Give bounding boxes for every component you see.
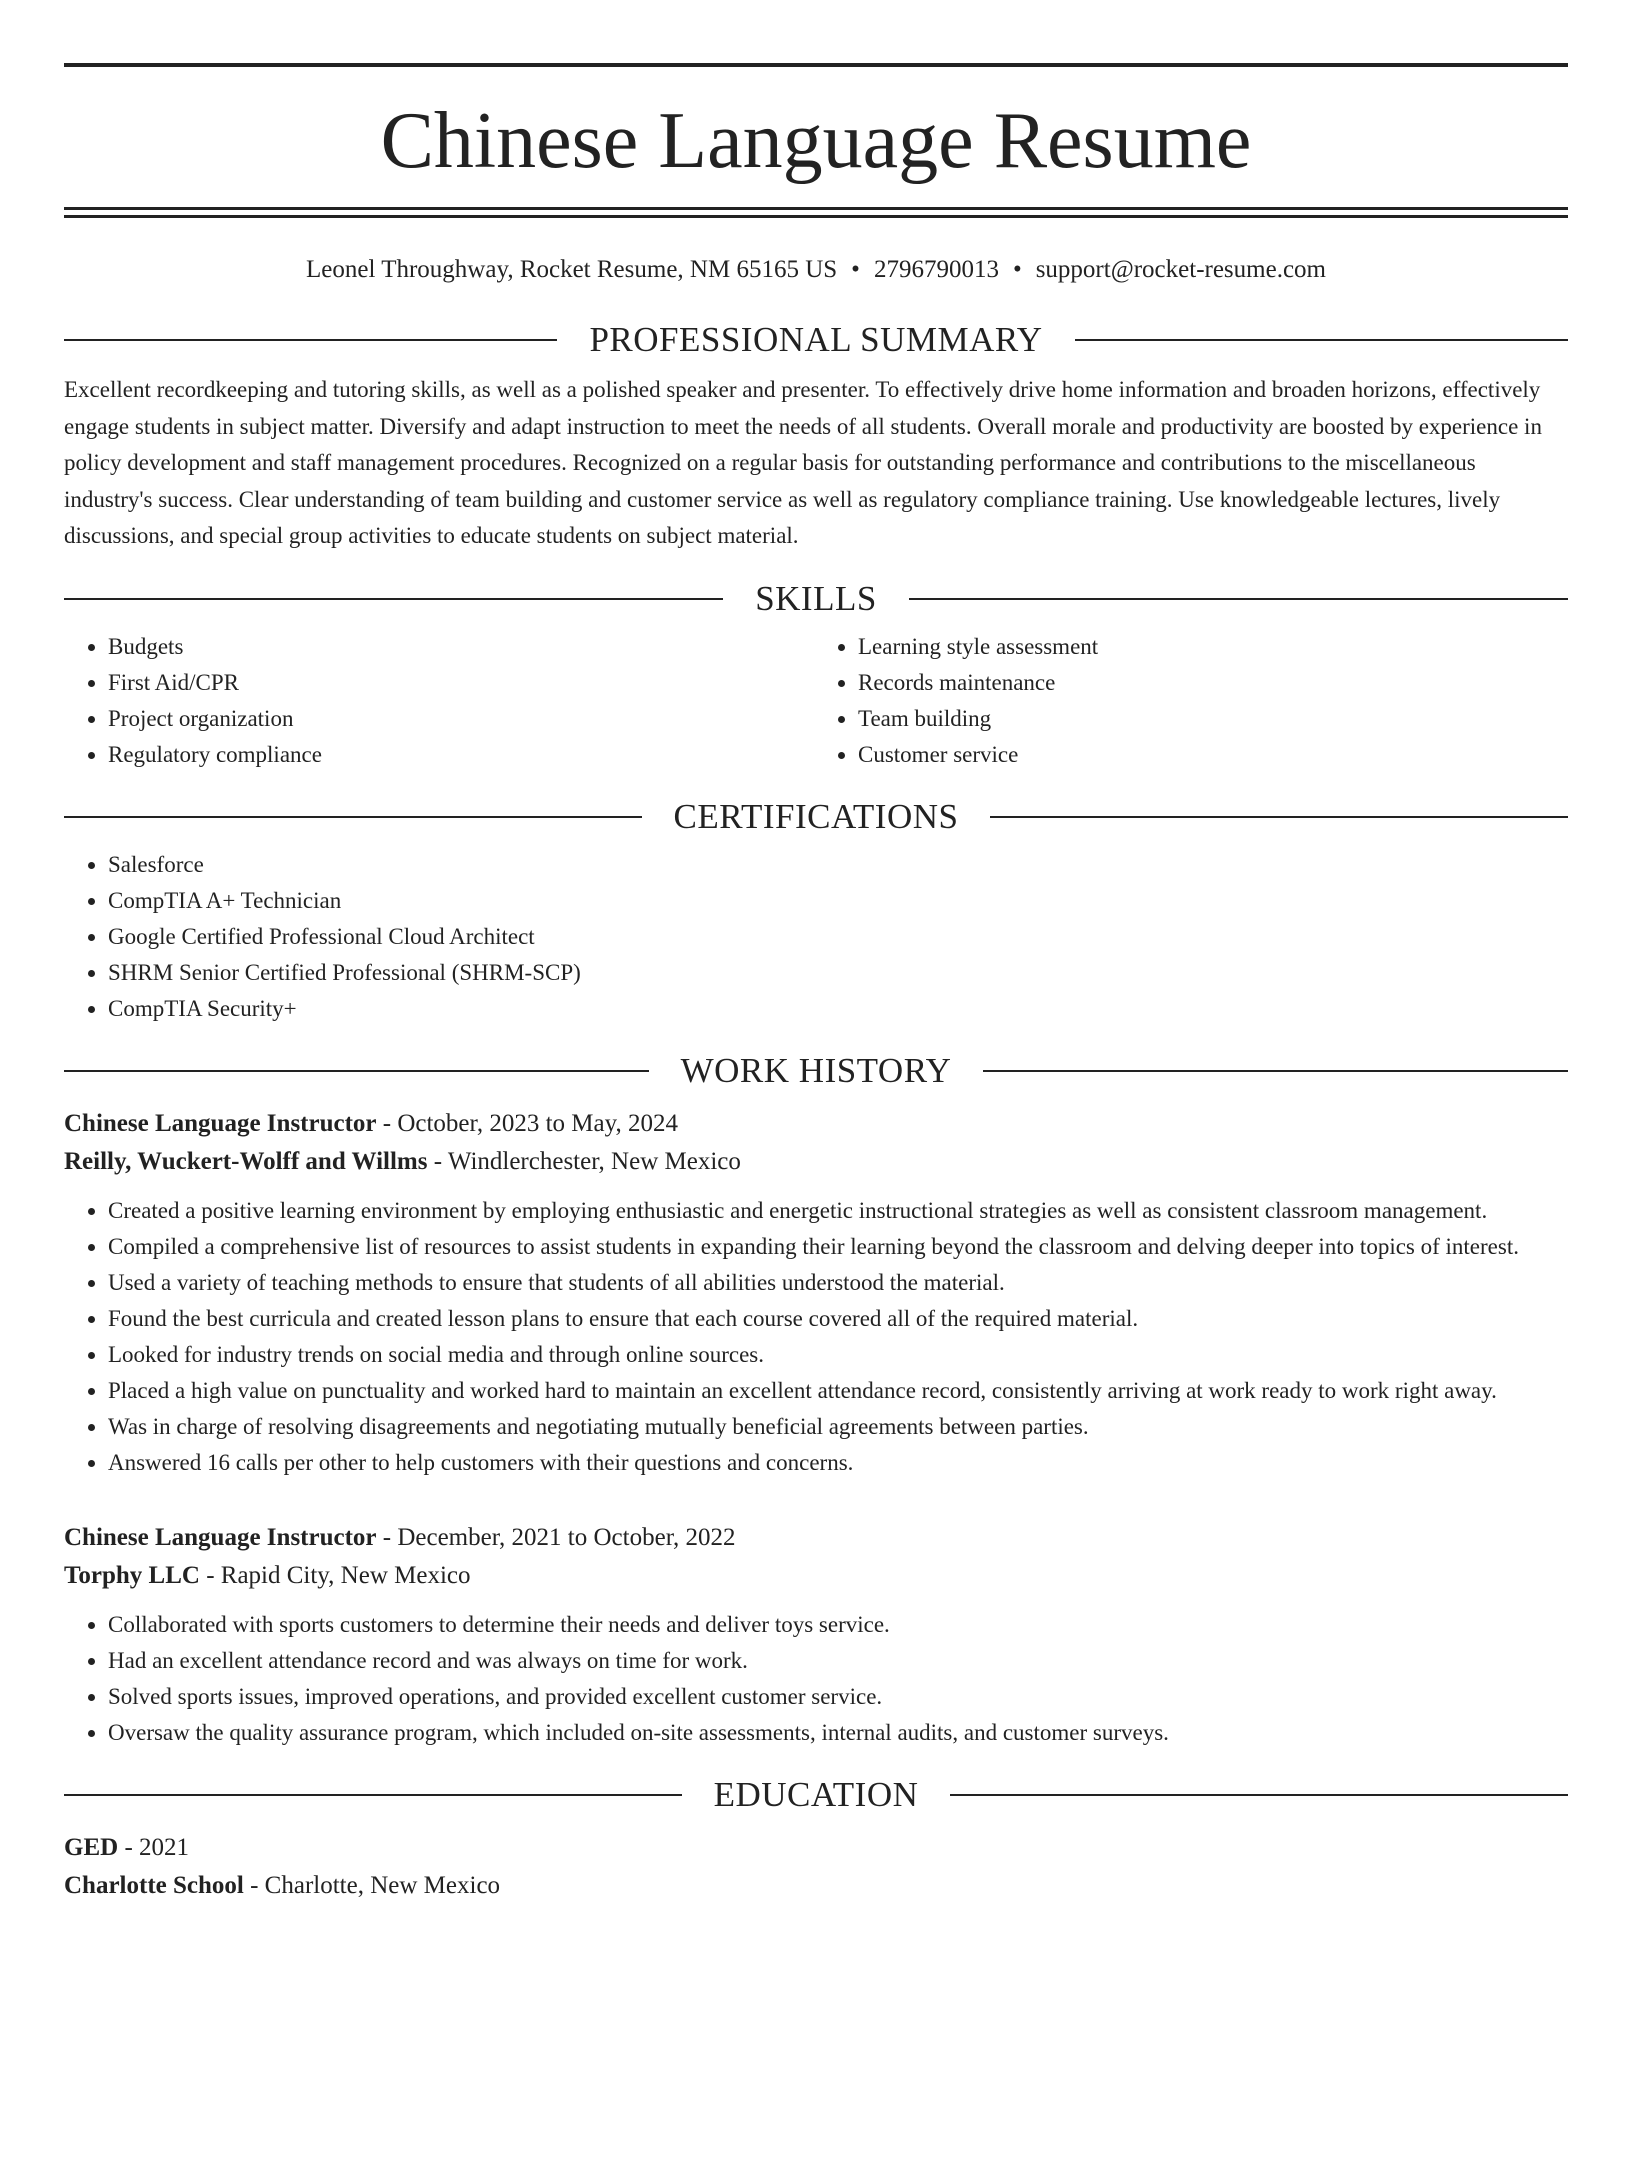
job-entry bbox=[64, 1519, 1568, 1751]
section-title-summary: PROFESSIONAL SUMMARY bbox=[589, 320, 1043, 359]
list-item: • Learning style assessment bbox=[858, 629, 1568, 665]
education-location: - Charlotte, New Mexico bbox=[243, 1871, 501, 1899]
education-school: Charlotte School bbox=[64, 1871, 244, 1899]
list-item: • Had an excellent attendance record and was always on time for work. bbox=[108, 1643, 1568, 1679]
contact-phone: 2796790013 bbox=[873, 256, 999, 283]
skills-list-right bbox=[814, 629, 1568, 773]
list-item: • Placed a high value on punctuality and worked hard to maintain an excellent attendance record, consistently arriving at work ready to work right away. bbox=[108, 1373, 1568, 1409]
education-degree-line bbox=[64, 1829, 1568, 1867]
list-item: • CompTIA A+ Technician bbox=[108, 883, 1568, 919]
list-item: • Answered 16 calls per other to help customers with their questions and concerns. bbox=[108, 1445, 1568, 1481]
list-item: • Was in charge of resolving disagreements and negotiating mutually beneficial agreements between parties. bbox=[108, 1409, 1568, 1445]
job-bullets bbox=[64, 1607, 1568, 1751]
certifications-list bbox=[64, 847, 1568, 1027]
list-item: • Regulatory compliance bbox=[108, 737, 818, 773]
section-rule bbox=[64, 1794, 682, 1796]
job-location: - Windlerchester, New Mexico bbox=[427, 1147, 741, 1175]
education-school-line bbox=[64, 1867, 1568, 1905]
list-item: • Project organization bbox=[108, 701, 818, 737]
section-header-skills bbox=[64, 577, 1568, 621]
section-header-education bbox=[64, 1773, 1568, 1817]
list-item: • Created a positive learning environment by employing enthusiastic and energetic instructional strategies as well as consistent classroom management. bbox=[108, 1193, 1568, 1229]
resume-page bbox=[0, 63, 1632, 2175]
job-company-line bbox=[64, 1557, 1568, 1595]
section-rule bbox=[64, 598, 723, 600]
job-title: Chinese Language Instructor bbox=[64, 1109, 377, 1137]
job-entry bbox=[64, 1105, 1568, 1481]
skills-list-left bbox=[64, 629, 818, 773]
list-item: • Solved sports issues, improved operations, and provided excellent customer service. bbox=[108, 1679, 1568, 1715]
section-rule bbox=[950, 1794, 1568, 1796]
job-location: - Rapid City, New Mexico bbox=[199, 1561, 471, 1589]
section-title-education: EDUCATION bbox=[713, 1774, 919, 1814]
section-rule bbox=[983, 1070, 1568, 1072]
section-rule bbox=[64, 339, 557, 341]
contact-address: Leonel Throughway, Rocket Resume, NM 65165 US bbox=[305, 256, 838, 283]
list-item: • CompTIA Security+ bbox=[108, 991, 1568, 1027]
contact-line bbox=[64, 252, 1568, 288]
top-rule bbox=[64, 63, 1568, 67]
section-rule bbox=[990, 816, 1568, 818]
section-rule bbox=[64, 1070, 649, 1072]
list-item: • Budgets bbox=[108, 629, 818, 665]
list-item: • Compiled a comprehensive list of resources to assist students in expanding their learning beyond the classroom and delving deeper into topics of interest. bbox=[108, 1229, 1568, 1265]
list-item: • First Aid/CPR bbox=[108, 665, 818, 701]
contact-email: support@rocket-resume.com bbox=[1035, 256, 1326, 283]
skills-grid bbox=[64, 621, 1568, 773]
education-year: - 2021 bbox=[118, 1833, 190, 1861]
list-item: • Google Certified Professional Cloud Architect bbox=[108, 919, 1568, 955]
list-item: • Found the best curricula and created lesson plans to ensure that each course covered all of the required material. bbox=[108, 1301, 1568, 1337]
contact-separator: • bbox=[1012, 256, 1022, 283]
job-company-line bbox=[64, 1143, 1568, 1181]
list-item: • Looked for industry trends on social media and through online sources. bbox=[108, 1337, 1568, 1373]
section-title-work: WORK HISTORY bbox=[680, 1050, 952, 1090]
title-double-rule bbox=[64, 207, 1568, 218]
job-company: Reilly, Wuckert-Wolff and Willms bbox=[64, 1147, 428, 1175]
list-item: • Salesforce bbox=[108, 847, 1568, 883]
list-item: • Used a variety of teaching methods to ensure that students of all abilities understood the material. bbox=[108, 1265, 1568, 1301]
resume-title: Chinese Language Resume bbox=[380, 97, 1252, 185]
job-title-line bbox=[64, 1519, 1568, 1557]
job-title-line bbox=[64, 1105, 1568, 1143]
contact-separator: • bbox=[851, 256, 860, 283]
summary-text: Excellent recordkeeping and tutoring skills, as well as a polished speaker and presenter. To effectively drive home information and broaden horizons, effectively engage students in subject matter. Diversify and adapt instruction to meet the needs of all students. Overall morale and productivity are boosted by experience in policy development and staff management procedures. Recognized on a regular basis for outstanding performance and contributions to the miscellaneous industry's success. Clear understanding of team building and customer service as well as regulatory compliance training. Use knowledgeable lectures, lively discussions, and special group activities to educate students on subject material. bbox=[64, 377, 1542, 548]
list-item: • Oversaw the quality assurance program, which included on-site assessments, internal audits, and customer surveys. bbox=[108, 1715, 1568, 1751]
education-entry bbox=[64, 1829, 1568, 1905]
section-title-skills: SKILLS bbox=[755, 578, 877, 618]
job-dates: - October, 2023 to May, 2024 bbox=[376, 1109, 679, 1137]
job-dates: - December, 2021 to October, 2022 bbox=[376, 1523, 736, 1551]
section-rule bbox=[909, 598, 1568, 600]
list-item: • Collaborated with sports customers to determine their needs and deliver toys service. bbox=[108, 1607, 1568, 1643]
section-header-work bbox=[64, 1049, 1568, 1093]
list-item: • Team building bbox=[858, 701, 1568, 737]
list-item: • Records maintenance bbox=[858, 665, 1568, 701]
job-company: Torphy LLC bbox=[64, 1561, 200, 1589]
education-degree: GED bbox=[64, 1833, 119, 1861]
list-item: • Customer service bbox=[858, 737, 1568, 773]
section-header-certifications bbox=[64, 795, 1568, 839]
section-title-certifications: CERTIFICATIONS bbox=[673, 796, 959, 836]
list-item: • SHRM Senior Certified Professional (SHRM-SCP) bbox=[108, 955, 1568, 991]
job-title: Chinese Language Instructor bbox=[64, 1523, 377, 1551]
section-rule bbox=[64, 816, 642, 818]
section-rule bbox=[1075, 339, 1568, 341]
section-header-summary bbox=[64, 318, 1568, 362]
job-bullets bbox=[64, 1193, 1568, 1481]
